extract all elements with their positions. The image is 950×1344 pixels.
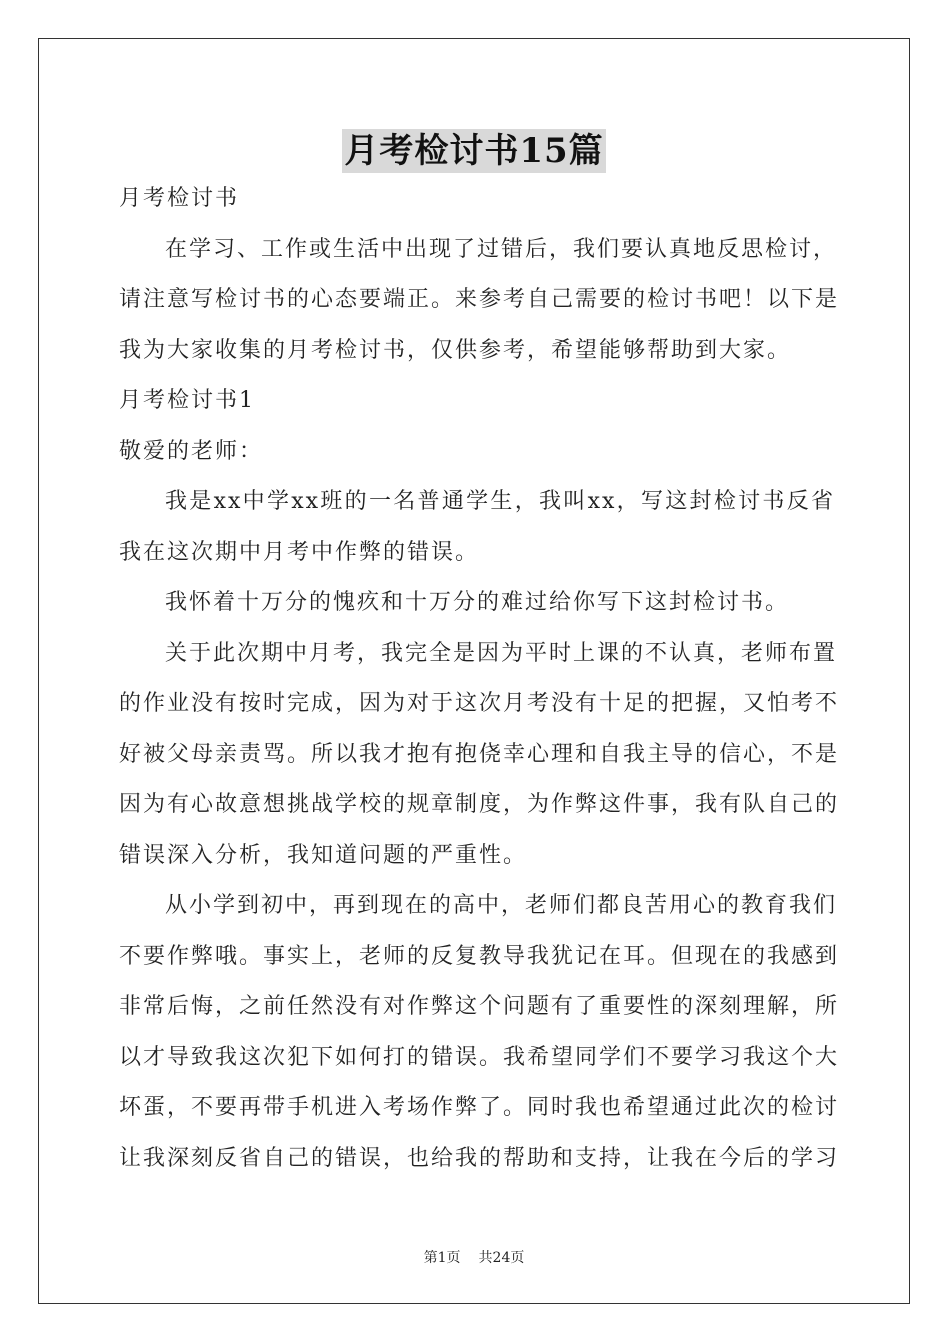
document-page: [38, 38, 910, 1304]
paragraph-line: 让我深刻反省自己的错误，也给我的帮助和支持，让我在今后的学习: [119, 1145, 840, 1171]
paragraph-line: 关于此次期中月考，我完全是因为平时上课的不认真，老师布置: [165, 640, 838, 666]
paragraph-line: 以才导致我这次犯下如何打的错误。我希望同学们不要学习我这个大: [119, 1044, 840, 1070]
paragraph-line: 我怀着十万分的愧疚和十万分的难过给你写下这封检讨书。: [165, 590, 790, 615]
salutation: 敬爱的老师：: [119, 438, 264, 464]
section-heading: 月考检讨书: [119, 186, 240, 211]
paragraph-line: 从小学到初中，再到现在的高中，老师们都良苦用心的教育我们: [165, 893, 838, 918]
paragraph-line: 非常后悔，之前任然没有对作弊这个问题有了重要性的深刻理解，所: [119, 994, 840, 1019]
page-total: 共24页: [478, 1250, 525, 1266]
paragraph-line: 在学习、工作或生活中出现了过错后，我们要认真地反思检讨，: [165, 236, 838, 262]
section-heading: 月考检讨书1: [119, 388, 255, 413]
paragraph-line: 因为有心故意想挑战学校的规章制度，为作弊这件事，我有队自己的: [119, 792, 840, 817]
paragraph-line: 我为大家收集的月考检讨书，仅供参考，希望能够帮助到大家。: [119, 337, 792, 363]
paragraph-line: 我在这次期中月考中作弊的错误。: [119, 539, 480, 565]
paragraph-line: 的作业没有按时完成，因为对于这次月考没有十足的把握，又怕考不: [119, 691, 840, 716]
document-title: 月考检讨书15篇: [344, 131, 604, 171]
page-number: 第1页: [423, 1250, 461, 1266]
paragraph-line: 好被父母亲责骂。所以我才抱有抱侥幸心理和自我主导的信心，不是: [119, 741, 840, 767]
paragraph-line: 错误深入分析，我知道问题的严重性。: [119, 842, 528, 868]
paragraph-line: 坏蛋，不要再带手机进入考场作弊了。同时我也希望通过此次的检讨: [119, 1095, 840, 1120]
title-wrap: [39, 129, 909, 173]
document-body: [119, 184, 840, 1194]
paragraph-line: 我是xx中学xx班的一名普通学生，我叫xx，写这封检讨书反省: [165, 489, 835, 514]
paragraph-line: 请注意写检讨书的心态要端正。来参考自己需要的检讨书吧！以下是: [119, 287, 840, 312]
paragraph-line: 不要作弊哦。事实上，老师的反复教导我犹记在耳。但现在的我感到: [119, 943, 840, 969]
page-footer: [39, 1247, 909, 1267]
